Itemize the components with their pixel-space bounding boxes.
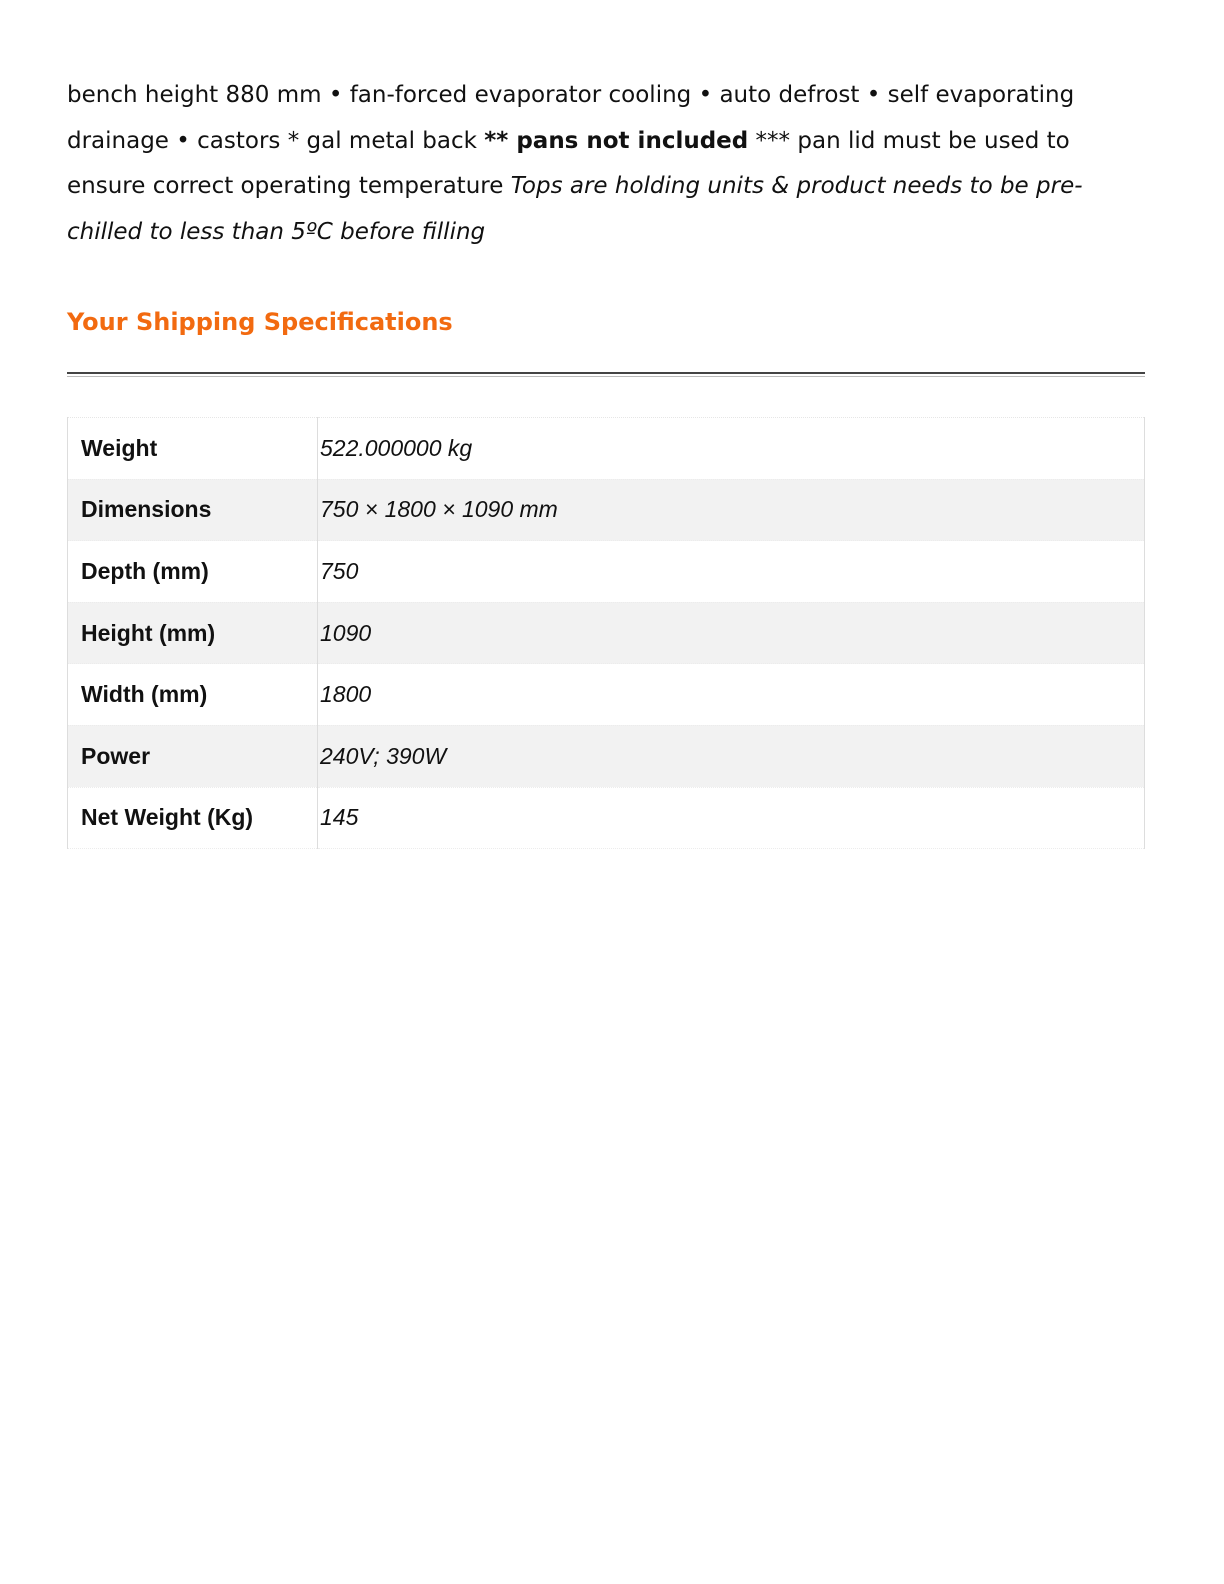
spec-label: Depth (mm) xyxy=(68,541,318,603)
spec-value: 1800 xyxy=(320,681,372,708)
spec-label: Dimensions xyxy=(68,479,318,541)
spec-label: Power xyxy=(68,725,318,787)
spec-label: Weight xyxy=(68,418,318,480)
section-title: Your Shipping Specifications xyxy=(67,308,453,336)
spec-value: 1090 xyxy=(320,619,372,646)
spec-label: Width (mm) xyxy=(68,664,318,726)
table-row xyxy=(68,479,1145,541)
table-row xyxy=(68,664,1145,726)
spec-value: 750 xyxy=(320,557,359,584)
spec-value: 145 xyxy=(320,804,359,831)
table-row xyxy=(68,725,1145,787)
section-divider xyxy=(67,372,1145,377)
description-features: bench height 880 mm • fan-forced evaporator cooling • auto defrost • self evaporating drainage • castors * gal metal back xyxy=(67,82,1075,154)
table-row xyxy=(68,787,1145,849)
shipping-specs-table xyxy=(67,417,1145,849)
spec-value: 522.000000 kg xyxy=(320,434,473,461)
table-row xyxy=(68,418,1145,480)
spec-value: 240V; 390W xyxy=(320,742,447,769)
spec-label: Net Weight (Kg) xyxy=(68,787,318,849)
description-lid-note: *** pan lid must be used to ensure correct operating temperature xyxy=(67,127,1070,199)
description-holding-note: Tops are holding units & product needs to be pre-chilled to less than 5ºC before filling xyxy=(67,173,1083,245)
spec-value: 750 × 1800 × 1090 mm xyxy=(320,496,558,523)
table-row xyxy=(68,602,1145,664)
description-pans-note: ** pans not included xyxy=(484,127,749,154)
spec-label: Height (mm) xyxy=(68,602,318,664)
product-description xyxy=(67,73,1147,255)
table-row xyxy=(68,541,1145,603)
